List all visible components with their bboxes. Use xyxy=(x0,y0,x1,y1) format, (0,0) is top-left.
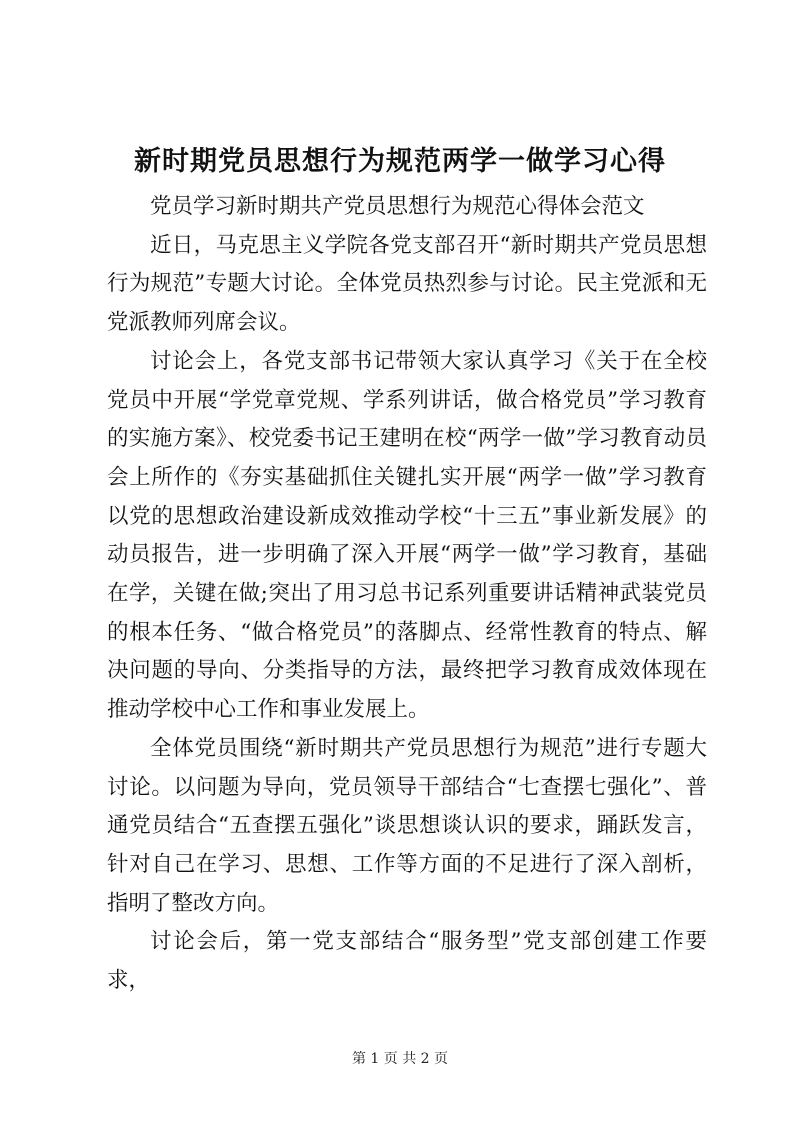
document-subtitle: 党员学习新时期共产党员思想行为规范心得体会范文 xyxy=(150,194,645,219)
paragraph-4: 讨论会后，第一党支部结合“服务型”党支部创建工作要求， xyxy=(107,929,707,994)
paragraph-3: 全体党员围绕“新时期共产党员思想行为规范”进行专题大讨论。以问题为导向，党员领导干部结合“七查摆七强化”、普通党员结合“五查摆五强化”谈思想谈认识的要求，踊跃发言，针对自己在学习、思想、工作等方面的不足进行了深入剖析，指明了整改方向。 xyxy=(107,735,707,916)
page-number-footer: 第 1 页 共 2 页 xyxy=(351,1051,449,1067)
document-body xyxy=(107,188,707,1001)
paragraph-2: 讨论会上，各党支部书记带领大家认真学习《关于在全校党员中开展“学党章党规、学系列讲话，做合格党员”学习教育的实施方案》、校党委书记王建明在校“两学一做”学习教育动员会上所作的《夯实基础抓住关键扎实开展“两学一做”学习教育以党的思想政治建设新成效推动学校“十三五”事业新发展》的动员报告，进一步明确了深入开展“两学一做”学习教育，基础在学，关键在做;突出了用习总书记系列重要讲话精神武装党员的根本任务、“做合格党员”的落脚点、经常性教育的特点、解决问题的导向、分类指导的方法，最终把学习教育成效体现在推动学校中心工作和事业发展上。 xyxy=(107,348,707,723)
paragraph-1: 近日，马克思主义学院各党支部召开“新时期共产党员思想行为规范”专题大讨论。全体党员热烈参与讨论。民主党派和无党派教师列席会议。 xyxy=(107,232,707,336)
document-title: 新时期党员思想行为规范两学一做学习心得 xyxy=(134,146,666,177)
